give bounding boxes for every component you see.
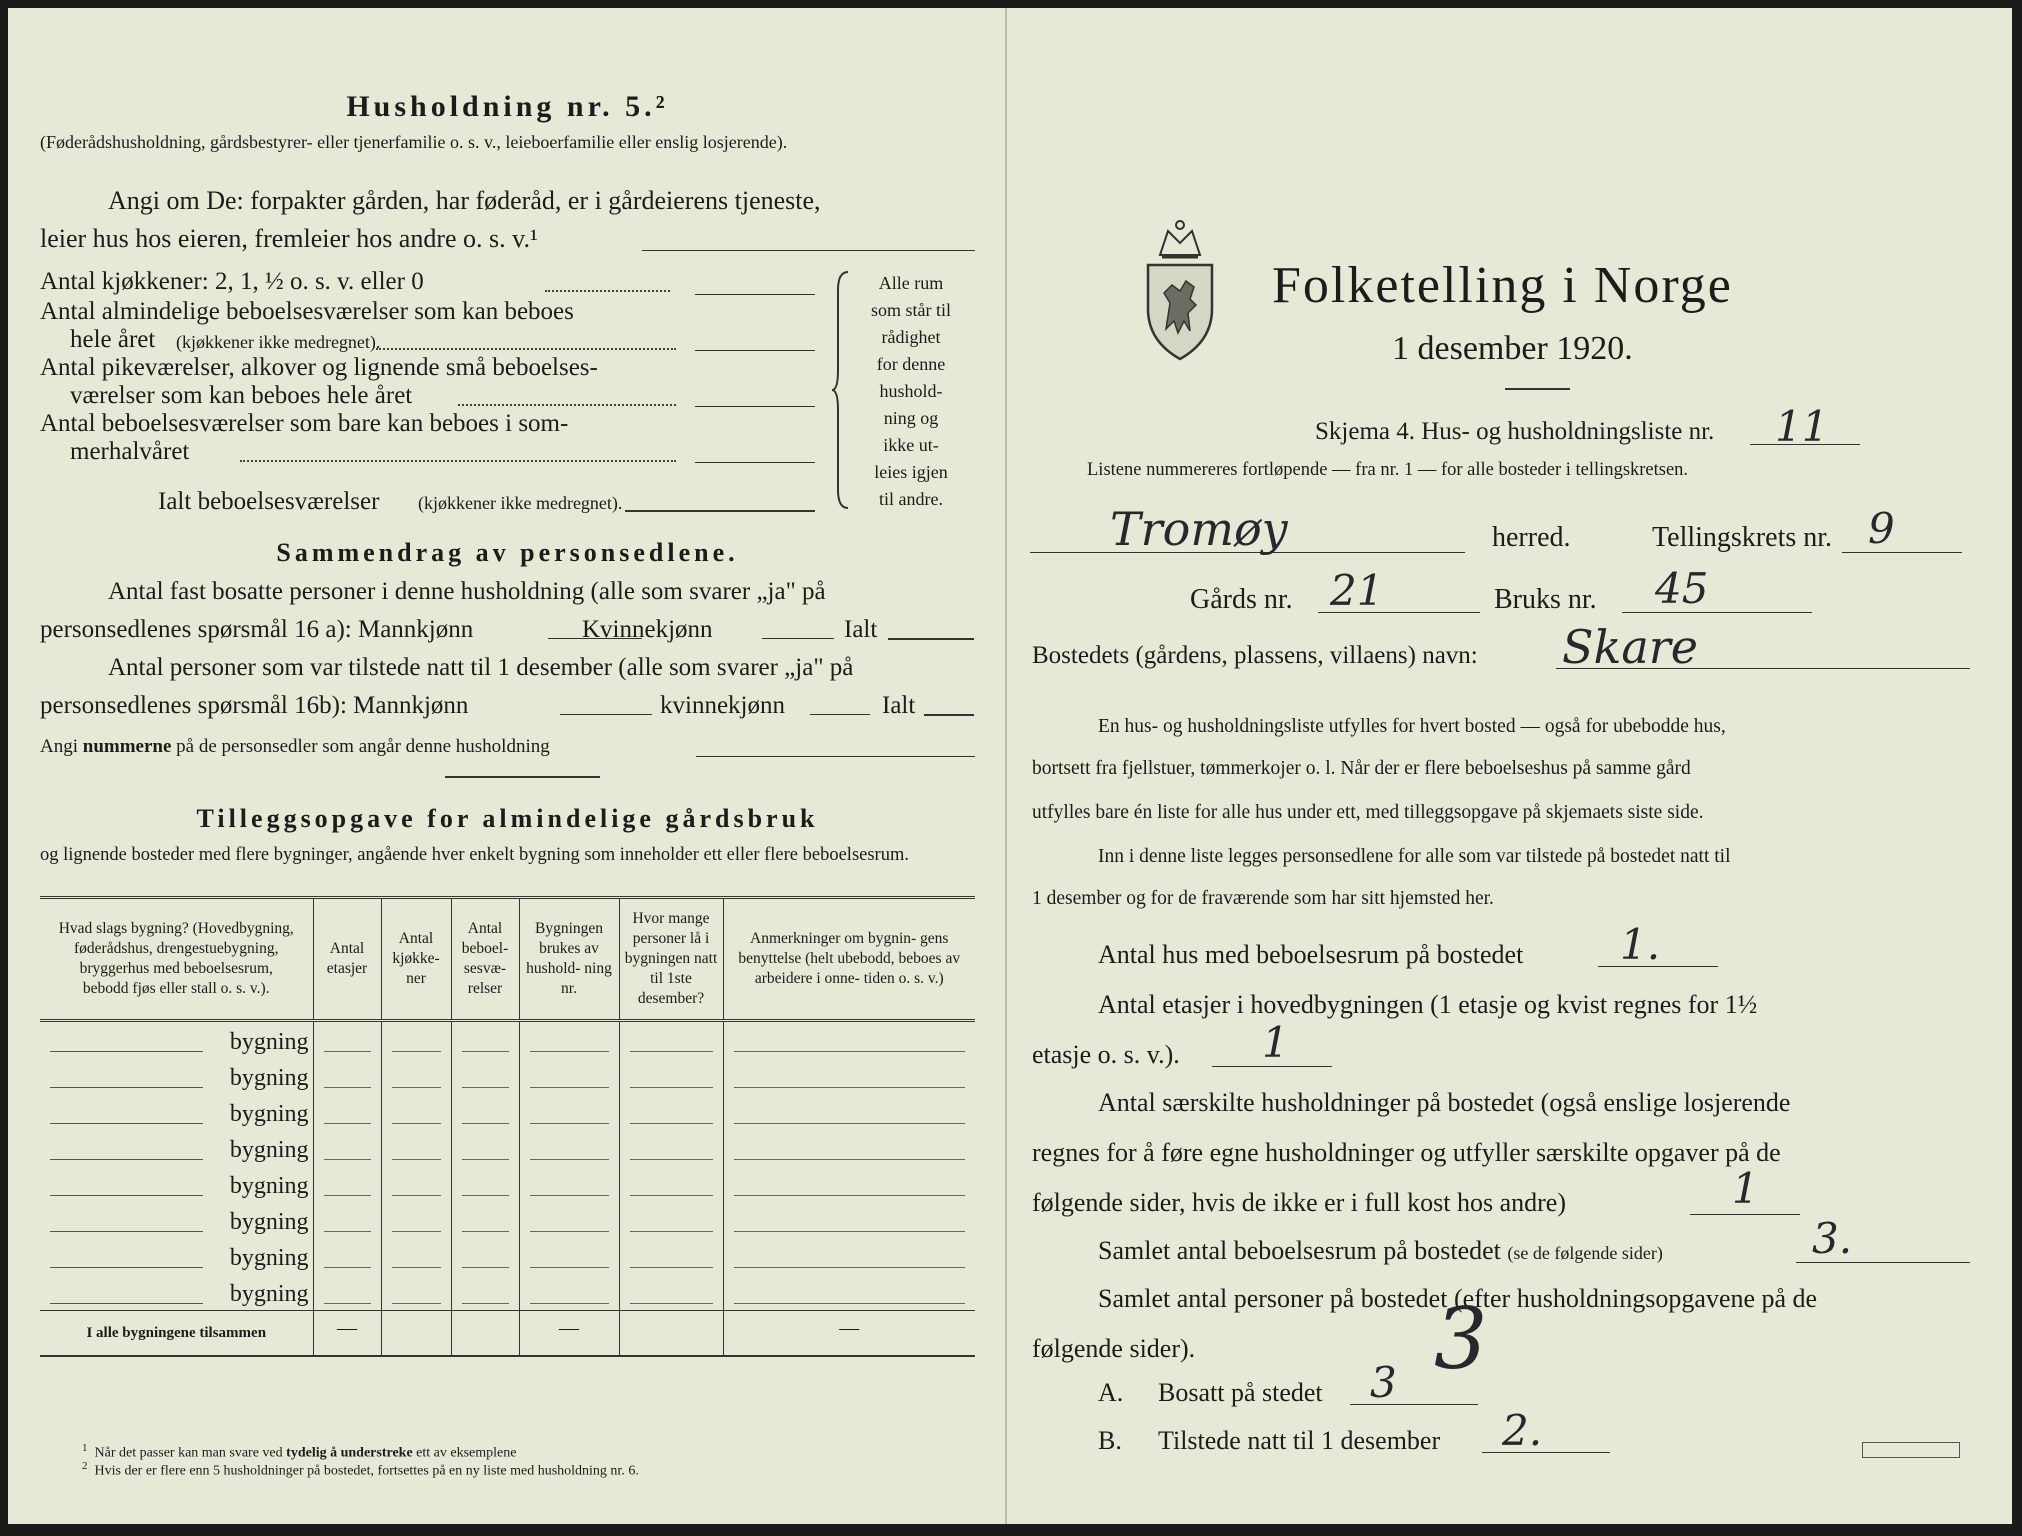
entry-line bbox=[462, 1159, 509, 1160]
printer-stamp-icon bbox=[1862, 1442, 1960, 1458]
building-row-label: bygning bbox=[229, 1137, 309, 1163]
col-rooms: Antal beboel- sesvæ- relser bbox=[451, 898, 519, 1021]
rooms-small-dots bbox=[458, 404, 676, 406]
table-cell bbox=[313, 1166, 381, 1202]
household-subtitle: (Føderådshusholdning, gårdsbestyrer- eller tjenerfamilie o. s. v., leieboerfamilie eller enslig losjerende). bbox=[40, 132, 788, 152]
table-cell bbox=[313, 1094, 381, 1130]
col-remarks: Anmerkninger om bygnin- gens benyttelse (helt ubebodd, beboes av arbeidere i onne- tiden o. s. v.) bbox=[738, 930, 961, 987]
total-dash: — bbox=[337, 1317, 357, 1339]
rooms-total-answer bbox=[625, 510, 815, 512]
total-cell bbox=[313, 1311, 381, 1357]
entry-line bbox=[630, 1123, 713, 1124]
summary-total2-answer bbox=[924, 714, 974, 716]
table-cell bbox=[313, 1021, 381, 1059]
entry-line bbox=[50, 1051, 203, 1052]
col-kitchens: Antal kjøkke- ner bbox=[381, 898, 451, 1021]
entry-line bbox=[324, 1303, 371, 1304]
q-b-value: 2. bbox=[1502, 1406, 1543, 1455]
entry-line bbox=[734, 1051, 966, 1052]
q-a-text: Bosatt på stedet bbox=[1158, 1378, 1323, 1407]
entry-line bbox=[324, 1051, 371, 1052]
table-cell bbox=[723, 1166, 975, 1202]
table-row bbox=[40, 1238, 975, 1274]
right-page bbox=[1030, 8, 2000, 1524]
entry-line bbox=[734, 1231, 966, 1232]
table-cell bbox=[451, 1202, 519, 1238]
q-households-line1: Antal særskilte husholdninger på bostedet (også enslige losjerende bbox=[1098, 1088, 1791, 1117]
q-households-line3: følgende sider, hvis de ikke er i full kost hos andre) bbox=[1032, 1188, 1566, 1217]
summary-women2-answer bbox=[810, 714, 870, 715]
instructions-4: Inn i denne liste legges personsedlene for alle som var tilstede på bostedet natt til bbox=[1098, 846, 1731, 867]
q-households-line2: regnes for å føre egne husholdninger og utfyller særskilte opgaver på de bbox=[1032, 1138, 1781, 1167]
total-row-label: I alle bygningene tilsammen bbox=[40, 1311, 313, 1357]
building-type-cell bbox=[40, 1166, 313, 1202]
form-title: Folketelling i Norge bbox=[1272, 257, 1733, 314]
table-cell bbox=[619, 1202, 723, 1238]
left-page bbox=[40, 8, 975, 1524]
q-persons-line2: følgende sider). bbox=[1032, 1334, 1196, 1363]
table-cell bbox=[313, 1238, 381, 1274]
table-row bbox=[40, 1130, 975, 1166]
summary-total2-label: Ialt bbox=[882, 692, 916, 719]
entry-line bbox=[530, 1123, 609, 1124]
supplement-subtitle: og lignende bosteder med flere bygninger, angående hver enkelt bygning som inneholder ett eller flere beboelsesrum. bbox=[40, 845, 909, 865]
rooms-kitchens-answer bbox=[695, 294, 815, 295]
table-cell bbox=[519, 1202, 619, 1238]
q-floors-line2: etasje o. s. v.). bbox=[1032, 1040, 1180, 1069]
rooms-summer-label-b: merhalvåret bbox=[70, 438, 190, 465]
entry-line bbox=[462, 1087, 509, 1088]
table-cell bbox=[451, 1058, 519, 1094]
krets-label: Tellingskrets nr. bbox=[1652, 522, 1833, 553]
building-type-cell bbox=[40, 1130, 313, 1166]
summary-women-label: Kvinnekjønn bbox=[582, 616, 713, 643]
summary-total1-label: Ialt bbox=[844, 616, 878, 643]
table-cell bbox=[381, 1094, 451, 1130]
title-divider bbox=[1505, 388, 1570, 390]
table-cell bbox=[723, 1130, 975, 1166]
col-persons: Hvor mange personer lå i bygningen natt til 1ste desember? bbox=[619, 898, 723, 1021]
entry-line bbox=[734, 1123, 966, 1124]
entry-line bbox=[630, 1303, 713, 1304]
table-cell bbox=[519, 1130, 619, 1166]
building-row-label: bygning bbox=[229, 1209, 309, 1235]
rooms-ordinary-note: (kjøkkener ikke medregnet). bbox=[176, 332, 381, 352]
coat-of-arms-icon bbox=[1140, 213, 1220, 363]
building-row-label: bygning bbox=[229, 1281, 309, 1307]
angi-answer-line bbox=[642, 250, 975, 251]
gards-label: Gårds nr. bbox=[1190, 584, 1293, 615]
table-cell bbox=[519, 1094, 619, 1130]
building-type-cell bbox=[40, 1021, 313, 1059]
summary-numbers-answer bbox=[696, 756, 975, 757]
table-cell bbox=[619, 1166, 723, 1202]
krets-line bbox=[1842, 552, 1962, 553]
angi-line-1: Angi om De: forpakter gården, har føderåd, er i gårdeierens tjeneste, bbox=[108, 186, 821, 215]
entry-line bbox=[734, 1159, 966, 1160]
entry-line bbox=[530, 1231, 609, 1232]
krets-value: 9 bbox=[1868, 504, 1895, 553]
rooms-small-answer bbox=[695, 406, 815, 407]
building-type-cell bbox=[40, 1202, 313, 1238]
table-cell bbox=[451, 1094, 519, 1130]
entry-line bbox=[462, 1267, 509, 1268]
table-cell bbox=[519, 1058, 619, 1094]
table-cell bbox=[723, 1274, 975, 1311]
entry-line bbox=[462, 1195, 509, 1196]
skjema-label: Skjema 4. Hus- og husholdningsliste nr. bbox=[1315, 418, 1715, 445]
bruks-value: 45 bbox=[1655, 564, 1709, 613]
summary-total1-answer bbox=[888, 638, 974, 640]
summary-title: Sammendrag av personsedlene. bbox=[276, 538, 739, 567]
table-cell bbox=[619, 1238, 723, 1274]
instructions-3: utfylles bare én liste for alle hus under ett, med tilleggsopgave på skjemaets siste side. bbox=[1032, 802, 1704, 823]
table-row bbox=[40, 1094, 975, 1130]
table-cell bbox=[619, 1021, 723, 1059]
building-row-label: bygning bbox=[229, 1173, 309, 1199]
table-cell bbox=[451, 1130, 519, 1166]
instructions-5: 1 desember og for de fraværende som har sitt hjemsted her. bbox=[1032, 888, 1494, 909]
q-rooms-label: Samlet antal beboelsesrum på bostedet (se de følgende sider) bbox=[1098, 1236, 1663, 1265]
footnote-1: $^1$ Når det passer kan man svare ved tydelig å understreke ett av eksemplene bbox=[82, 1442, 517, 1461]
entry-line bbox=[734, 1087, 966, 1088]
table-cell bbox=[451, 1166, 519, 1202]
summary-p2-line2: personsedlenes spørsmål 16b): Mannkjønn bbox=[40, 692, 469, 719]
entry-line bbox=[392, 1303, 441, 1304]
table-cell bbox=[619, 1094, 723, 1130]
summary-men2-answer bbox=[560, 714, 652, 715]
table-cell bbox=[451, 1274, 519, 1311]
table-cell bbox=[519, 1274, 619, 1311]
bruks-line bbox=[1622, 612, 1812, 613]
entry-line bbox=[50, 1087, 203, 1088]
entry-line bbox=[324, 1195, 371, 1196]
q-persons-line1: Samlet antal personer på bostedet (efter husholdningsopgavene på de bbox=[1098, 1284, 1818, 1313]
table-cell bbox=[723, 1058, 975, 1094]
q-a-label: A. bbox=[1098, 1378, 1124, 1407]
entry-line bbox=[734, 1303, 966, 1304]
q-rooms-value: 3. bbox=[1812, 1214, 1853, 1263]
entry-line bbox=[392, 1087, 441, 1088]
table-cell bbox=[619, 1274, 723, 1311]
entry-line bbox=[530, 1303, 609, 1304]
entry-line bbox=[462, 1123, 509, 1124]
summary-p1-line1: Antal fast bosatte personer i denne husholdning (alle som svarer „ja" på bbox=[108, 578, 826, 605]
table-cell bbox=[451, 1021, 519, 1059]
q-houses-value: 1. bbox=[1620, 920, 1661, 969]
entry-line bbox=[734, 1195, 966, 1196]
entry-line bbox=[530, 1051, 609, 1052]
entry-line bbox=[392, 1267, 441, 1268]
table-cell bbox=[619, 1130, 723, 1166]
form-date: 1 desember 1920. bbox=[1392, 330, 1633, 367]
page-fold bbox=[1005, 8, 1007, 1524]
building-row-label: bygning bbox=[229, 1245, 309, 1271]
table-cell bbox=[381, 1058, 451, 1094]
table-cell bbox=[381, 1166, 451, 1202]
col-floors: Antal etasjer bbox=[313, 898, 381, 1021]
table-cell bbox=[313, 1274, 381, 1311]
q-b-text: Tilstede natt til 1 desember bbox=[1158, 1426, 1441, 1455]
buildings-table bbox=[40, 896, 975, 1357]
entry-line bbox=[50, 1231, 203, 1232]
entry-line bbox=[530, 1195, 609, 1196]
bruks-label: Bruks nr. bbox=[1494, 584, 1597, 615]
rooms-summer-label: Antal beboelsesværelser som bare kan beboes i som- bbox=[40, 410, 569, 437]
rooms-small-label: Antal pikeværelser, alkover og lignende små beboelses- bbox=[40, 354, 598, 381]
q-houses-label: Antal hus med beboelsesrum på bostedet bbox=[1098, 940, 1524, 969]
entry-line bbox=[50, 1195, 203, 1196]
angi-line-2: leier hus hos eieren, fremleier hos andre o. s. v.¹ bbox=[40, 224, 538, 253]
entry-line bbox=[630, 1231, 713, 1232]
q-floors-line1: Antal etasjer i hovedbygningen (1 etasje og kvist regnes for 1½ bbox=[1098, 990, 1758, 1019]
table-row bbox=[40, 1021, 975, 1059]
bosted-value: Skare bbox=[1562, 620, 1699, 674]
col-building-type: Hvad slags bygning? (Hovedbygning, føderådshus, drengestuebygning, bryggerhus med beboelsesrum, bebodd fjøs eller stall o. s. v.). bbox=[40, 898, 313, 1021]
table-row bbox=[40, 1058, 975, 1094]
summary-p3: Angi nummerne på de personsedler som angår denne husholdning bbox=[40, 736, 550, 757]
col-household-no: Bygningen brukes av hushold- ning nr. bbox=[519, 898, 619, 1021]
table-row bbox=[40, 1202, 975, 1238]
entry-line bbox=[630, 1195, 713, 1196]
building-type-cell bbox=[40, 1094, 313, 1130]
rooms-small-label-b: værelser som kan beboes hele året bbox=[70, 382, 413, 409]
entry-line bbox=[630, 1267, 713, 1268]
skjema-value: 11 bbox=[1775, 402, 1829, 451]
entry-line bbox=[630, 1051, 713, 1052]
summary-p2-line1: Antal personer som var tilstede natt til 1 desember (alle som svarer „ja" på bbox=[108, 654, 854, 681]
entry-line bbox=[630, 1159, 713, 1160]
q-households-value: 1 bbox=[1732, 1164, 1759, 1213]
total-cell bbox=[619, 1311, 723, 1357]
total-cell bbox=[519, 1311, 619, 1357]
table-row bbox=[40, 1166, 975, 1202]
table-cell bbox=[313, 1202, 381, 1238]
table-cell bbox=[723, 1238, 975, 1274]
entry-line bbox=[50, 1303, 203, 1304]
total-dash: — bbox=[559, 1317, 579, 1339]
table-cell bbox=[519, 1166, 619, 1202]
entry-line bbox=[324, 1267, 371, 1268]
instructions-1: En hus- og husholdningsliste utfylles for hvert bosted — også for ubebodde hus, bbox=[1098, 716, 1726, 737]
q-persons-value: 3 bbox=[1434, 1290, 1488, 1388]
brace-note: Alle rum som står til rådighet for denne hushold- ning og ikke ut- leies igjen til andre. bbox=[871, 273, 951, 509]
entry-line bbox=[462, 1231, 509, 1232]
summary-p1-line2: personsedlenes spørsmål 16 a): Mannkjønn bbox=[40, 616, 474, 643]
q-households-line bbox=[1690, 1214, 1800, 1215]
table-cell bbox=[723, 1202, 975, 1238]
table-cell bbox=[519, 1238, 619, 1274]
table-cell bbox=[313, 1130, 381, 1166]
entry-line bbox=[734, 1267, 966, 1268]
instructions-2: bortsett fra fjellstuer, tømmerkojer o. l. Når der er flere beboelseshus på samme gård bbox=[1032, 758, 1691, 779]
section-divider bbox=[445, 776, 600, 778]
rooms-ordinary-answer bbox=[695, 350, 815, 351]
rooms-total-label: Ialt beboelsesværelser bbox=[158, 488, 380, 515]
entry-line bbox=[530, 1267, 609, 1268]
footnote-2: $^2$ Hvis der er flere enn 5 husholdninger på bostedet, fortsettes på en ny liste med husholdning nr. 6. bbox=[82, 1460, 639, 1479]
rooms-summer-answer bbox=[695, 462, 815, 463]
herred-value: Tromøy bbox=[1110, 502, 1288, 556]
table-cell bbox=[381, 1238, 451, 1274]
summary-women-answer bbox=[762, 638, 834, 639]
rooms-ordinary-dots bbox=[376, 348, 676, 350]
entry-line bbox=[392, 1231, 441, 1232]
total-row bbox=[40, 1311, 975, 1357]
table-cell bbox=[519, 1021, 619, 1059]
rooms-kitchens-dots bbox=[545, 290, 670, 292]
total-cell bbox=[723, 1311, 975, 1357]
total-cell bbox=[381, 1311, 451, 1357]
entry-line bbox=[462, 1303, 509, 1304]
table-cell bbox=[619, 1058, 723, 1094]
entry-line bbox=[50, 1267, 203, 1268]
entry-line bbox=[392, 1159, 441, 1160]
entry-line bbox=[530, 1087, 609, 1088]
entry-line bbox=[324, 1087, 371, 1088]
table-cell bbox=[381, 1274, 451, 1311]
entry-line bbox=[630, 1087, 713, 1088]
table-cell bbox=[723, 1021, 975, 1059]
herred-label: herred. bbox=[1492, 522, 1571, 553]
building-type-cell bbox=[40, 1274, 313, 1311]
entry-line bbox=[50, 1159, 203, 1160]
entry-line bbox=[392, 1051, 441, 1052]
building-row-label: bygning bbox=[229, 1101, 309, 1127]
building-row-label: bygning bbox=[229, 1065, 309, 1091]
list-note: Listene nummereres fortløpende — fra nr. 1 — for alle bosteder i tellingskretsen. bbox=[1087, 460, 1689, 480]
entry-line bbox=[462, 1051, 509, 1052]
total-dash: — bbox=[839, 1317, 860, 1339]
table-cell bbox=[451, 1238, 519, 1274]
entry-line bbox=[392, 1123, 441, 1124]
entry-line bbox=[324, 1231, 371, 1232]
buildings-table-header bbox=[40, 898, 975, 1021]
rooms-kitchens-label: Antal kjøkkener: 2, 1, ½ o. s. v. eller 0 bbox=[40, 268, 424, 295]
table-cell bbox=[381, 1202, 451, 1238]
table-cell bbox=[381, 1130, 451, 1166]
rooms-ordinary-label: Antal almindelige beboelsesværelser som kan beboes bbox=[40, 298, 574, 325]
entry-line bbox=[324, 1123, 371, 1124]
rooms-total-note: (kjøkkener ikke medregnet). bbox=[418, 493, 623, 513]
q-a-value: 3 bbox=[1370, 1358, 1397, 1407]
table-row bbox=[40, 1274, 975, 1311]
total-cell bbox=[451, 1311, 519, 1357]
entry-line bbox=[50, 1123, 203, 1124]
q-b-label: B. bbox=[1098, 1426, 1122, 1455]
rooms-summer-dots bbox=[240, 460, 676, 462]
table-cell bbox=[723, 1094, 975, 1130]
table-cell bbox=[313, 1058, 381, 1094]
summary-women2-label: kvinnekjønn bbox=[660, 692, 785, 719]
entry-line bbox=[392, 1195, 441, 1196]
gards-value: 21 bbox=[1330, 566, 1384, 615]
bosted-label: Bostedets (gårdens, plassens, villaens) navn: bbox=[1032, 642, 1478, 669]
building-type-cell bbox=[40, 1058, 313, 1094]
entry-line bbox=[324, 1159, 371, 1160]
table-cell bbox=[381, 1021, 451, 1059]
rooms-ordinary-label-b: hele året bbox=[70, 326, 156, 353]
supplement-title: Tilleggsopgave for almindelige gårdsbruk bbox=[196, 804, 819, 833]
entry-line bbox=[530, 1159, 609, 1160]
building-row-label: bygning bbox=[229, 1029, 309, 1055]
q-floors-value: 1 bbox=[1262, 1018, 1289, 1067]
building-type-cell bbox=[40, 1238, 313, 1274]
household-title: Husholdning nr. 5.² bbox=[346, 90, 669, 123]
